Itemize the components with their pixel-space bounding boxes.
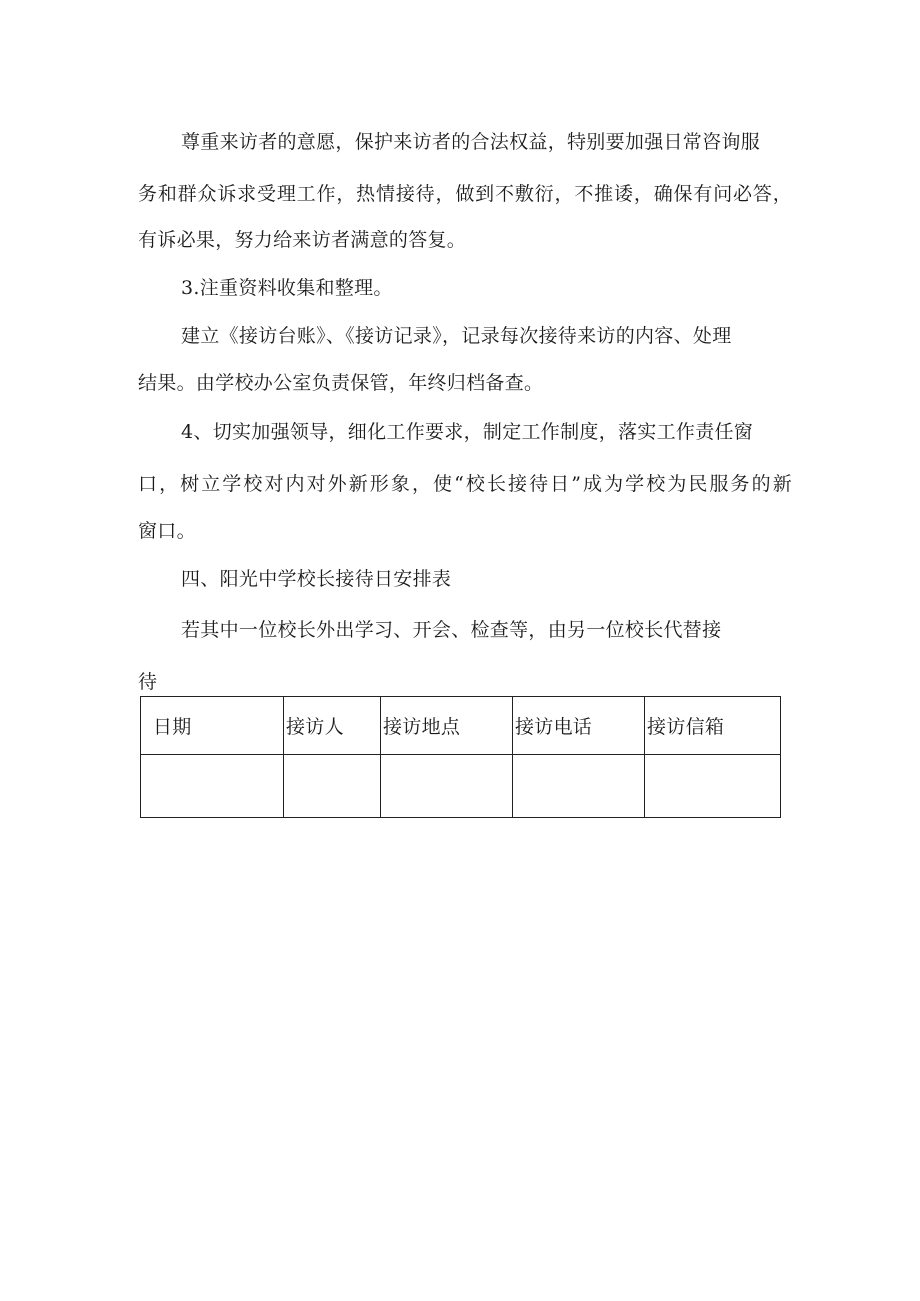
header-date: 日期	[141, 697, 284, 755]
paragraph-1-line-3: 有诉必果，努力给来访者满意的答复。	[138, 229, 467, 251]
table-header-row	[141, 697, 781, 755]
reception-schedule-table	[140, 696, 781, 818]
paragraph-1-line-2: 务和群众诉求受理工作，热情接待，做到不敷衍，不推诿，确保有问必答，	[138, 183, 792, 205]
item-4-line-3: 窗口。	[138, 520, 196, 542]
cell-receiver	[284, 755, 381, 818]
cell-phone	[513, 755, 645, 818]
item-4-line-1: 4、切实加强领导，细化工作要求，制定工作制度，落实工作责任窗	[181, 421, 754, 443]
paragraph-3-line-1: 若其中一位校长外出学习、开会、检查等，由另一位校长代替接	[181, 619, 722, 641]
item-3-heading: 3.注重资料收集和整理。	[181, 277, 393, 299]
cell-mailbox	[645, 755, 781, 818]
header-receiver: 接访人	[284, 697, 381, 755]
item-4-line-2: 口，树立学校对内对外新形象，使“校长接待日”成为学校为民服务的新	[138, 473, 792, 495]
table-row	[141, 755, 781, 818]
paragraph-1-line-1: 尊重来访者的意愿，保护来访者的合法权益，特别要加强日常咨询服	[181, 131, 761, 153]
cell-location	[381, 755, 513, 818]
header-phone: 接访电话	[513, 697, 645, 755]
header-mailbox: 接访信箱	[645, 697, 781, 755]
cell-date	[141, 755, 284, 818]
paragraph-2-line-2: 结果。由学校办公室负责保管，年终归档备查。	[138, 372, 544, 394]
paragraph-2-line-1: 建立《接访台账》、《接访记录》，记录每次接待来访的内容、处理	[181, 325, 732, 347]
section-4-heading: 四、阳光中学校长接待日安排表	[181, 568, 452, 590]
paragraph-3-line-2: 待	[138, 671, 158, 693]
header-location: 接访地点	[381, 697, 513, 755]
